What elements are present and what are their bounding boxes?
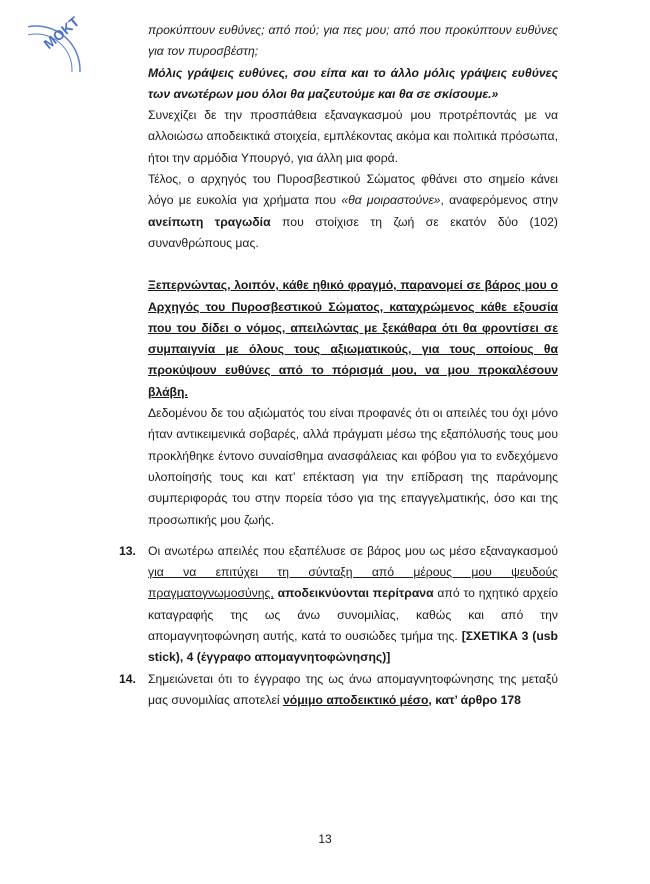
quote-paragraph: προκύπτουν ευθύνες; από πού; για πες μου; από που προκύπτουν ευθύνες για τον πυροσβέστη; <box>148 23 558 59</box>
numbered-item-13 <box>119 541 559 669</box>
text-run: , αναφερόμενος στην <box>440 193 558 208</box>
paragraph-gap <box>148 254 558 275</box>
stamp-seal <box>28 12 88 72</box>
page-number: 13 <box>318 832 332 846</box>
item-number: 13. <box>119 543 136 558</box>
svg-text:ΜΟΚΤ: ΜΟΚΤ <box>40 13 83 53</box>
italic-quote: «θα μοιραστούνε» <box>341 193 441 208</box>
item-number: 14. <box>119 671 136 686</box>
text-run: Οι ανωτέρω απειλές που εξαπέλυσε σε βάρος μου ως μέσο εξαναγκασμού <box>148 543 558 558</box>
bold-phrase: ανείπωτη τραγωδία <box>148 214 271 229</box>
body-text <box>119 20 559 711</box>
paragraph: Δεδομένου δε του αξιώματός του είναι προφανές ότι οι απειλές του όχι μόνο ήταν αντικειμενικά σοβαρές, αλλά πράγματι μέσω της εξαπόλυσής τους μου προκλήθηκε έντονο συναίσθημα ανασφάλειας και φόβου για το ενδεχόμενο υλοποίησής τους και κατ’ επέκταση για την επίδραση της παράνομης συμπεριφοράς του στην πορεία τόσο για της επαγγελματικής, όσο και της προσωπικής μου ζωής. <box>148 406 558 527</box>
text-run: Σημειώνεται ότι το έγγραφο της ως άνω απομαγνητοφώνησης της μεταξύ μας συνομιλίας αποτελεί <box>148 671 558 707</box>
text-run: Τέλος, ο αρχηγός του Πυροσβεστικού Σώματος φθάνει στο σημείο κάνει λόγο με ευκολία για χρήματα που <box>148 172 558 208</box>
item-text <box>148 669 558 712</box>
underlined-phrase: για να επιτύχει τη σύνταξη από μέρους μου ψευδούς πραγματογνωμοσύνης, <box>148 565 558 601</box>
exhibit-reference: [ΣΧΕΤΙΚΑ 3 (usb stick), 4 (έγγραφο απομαγνητοφώνησης)] <box>148 629 558 665</box>
bold-phrase: , κατ’ άρθρο 178 <box>428 692 521 707</box>
numbered-item-14 <box>119 669 558 712</box>
text-run: από το ηχητικό αρχείο καταγραφής της ως άνω συνομιλίας, καθώς και από την απομαγνητοφώνηση αυτής, κατά το ουσιώδες τμήμα της. <box>148 586 559 644</box>
quote-paragraph-bold: Μόλις γράψεις ευθύνες, σου είπα και το άλλο μόλις γράψεις ευθύνες των ανωτέρων μου όλοι θα μαζευτούμε και θα σε σκίσουμε.» <box>148 65 558 101</box>
text-run: που στοίχισε τη ζωή σε εκατόν δύο (102) συνανθρώπους μας. <box>148 214 558 250</box>
paragraph <box>148 169 558 254</box>
paragraph: Συνεχίζει δε την προσπάθεια εξαναγκασμού μου προτρέποντάς με να αλλοιώσω αποδεικτικά στοιχεία, εμπλέκοντας ακόμα και πολιτικά πρόσωπα, ήτοι την αρμόδια Υπουργό, για άλλη μια φορά. <box>148 108 558 165</box>
item-text <box>148 541 558 669</box>
paragraph-gap <box>148 531 558 541</box>
emphasis-paragraph: Ξεπερνώντας, λοιπόν, κάθε ηθικό φραγμό, παρανομεί σε βάρος μου ο Αρχηγός του Πυροσβεστικού Σώματος, καταχρώμενος κάθε εξουσία που του δίδει ο νόμος, απειλώντας με ξεκάθαρα ότι θα φροντίσει σε συμπαιγνία με όλους τους αξιωματικούς, για τους οποίους θα προκύψουν ευθύνες από το πόρισμά μου, να μου προκαλέσουν βλάβη. <box>148 278 558 399</box>
bold-underlined-phrase: νόμιμο αποδεικτικό μέσο <box>282 692 429 707</box>
bold-phrase: αποδεικνύονται περίτρανα <box>277 586 434 601</box>
